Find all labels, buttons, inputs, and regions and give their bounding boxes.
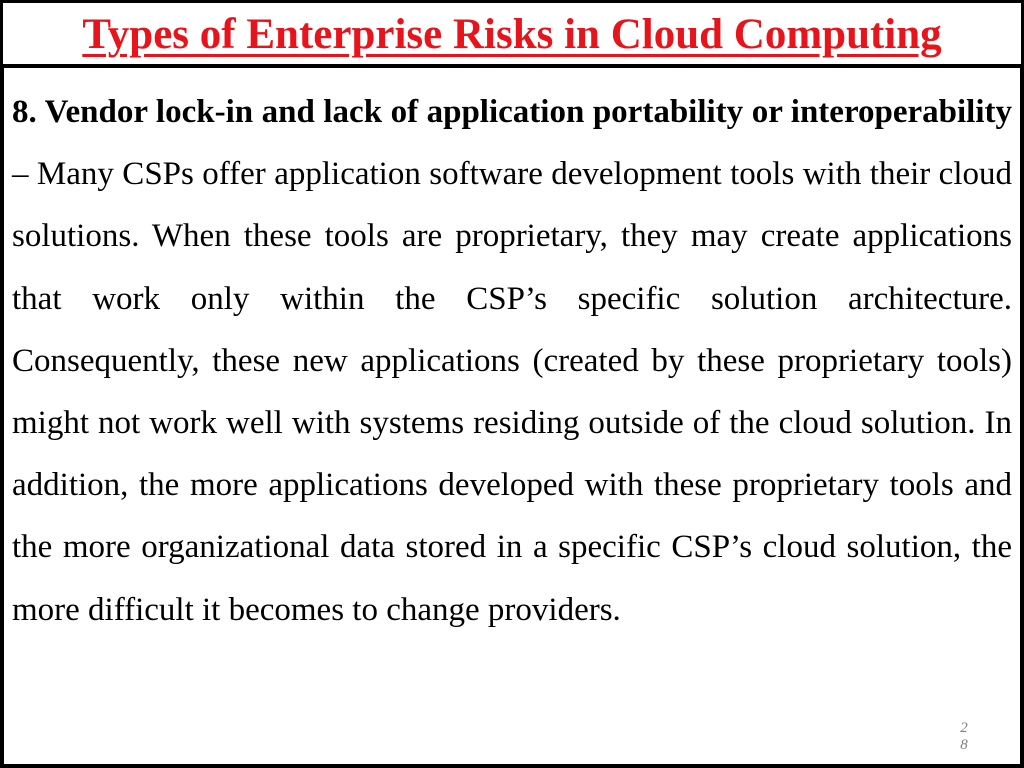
slide-title: Types of Enterprise Risks in Cloud Computing	[82, 11, 942, 58]
page-number: 28	[960, 720, 968, 753]
body-text: – Many CSPs offer application software development tools with their cloud solutions. When these tools are proprietary, they may create applications that work only within the CSP’s specific solution architecture. Consequently, these new applications (created by these proprietary tools) might not work well with systems residing outside of the cloud solution. In addition, the more applications developed with these proprietary tools and the more organizational data stored in a specific CSP’s cloud solution, the more difficult it becomes to change providers.	[12, 156, 1012, 628]
body-lead-heading: 8. Vendor lock-in and lack of application portability or interoperability	[12, 94, 1012, 130]
title-bar	[0, 0, 1024, 66]
content-box	[0, 64, 1024, 768]
body-paragraph	[12, 81, 1012, 641]
